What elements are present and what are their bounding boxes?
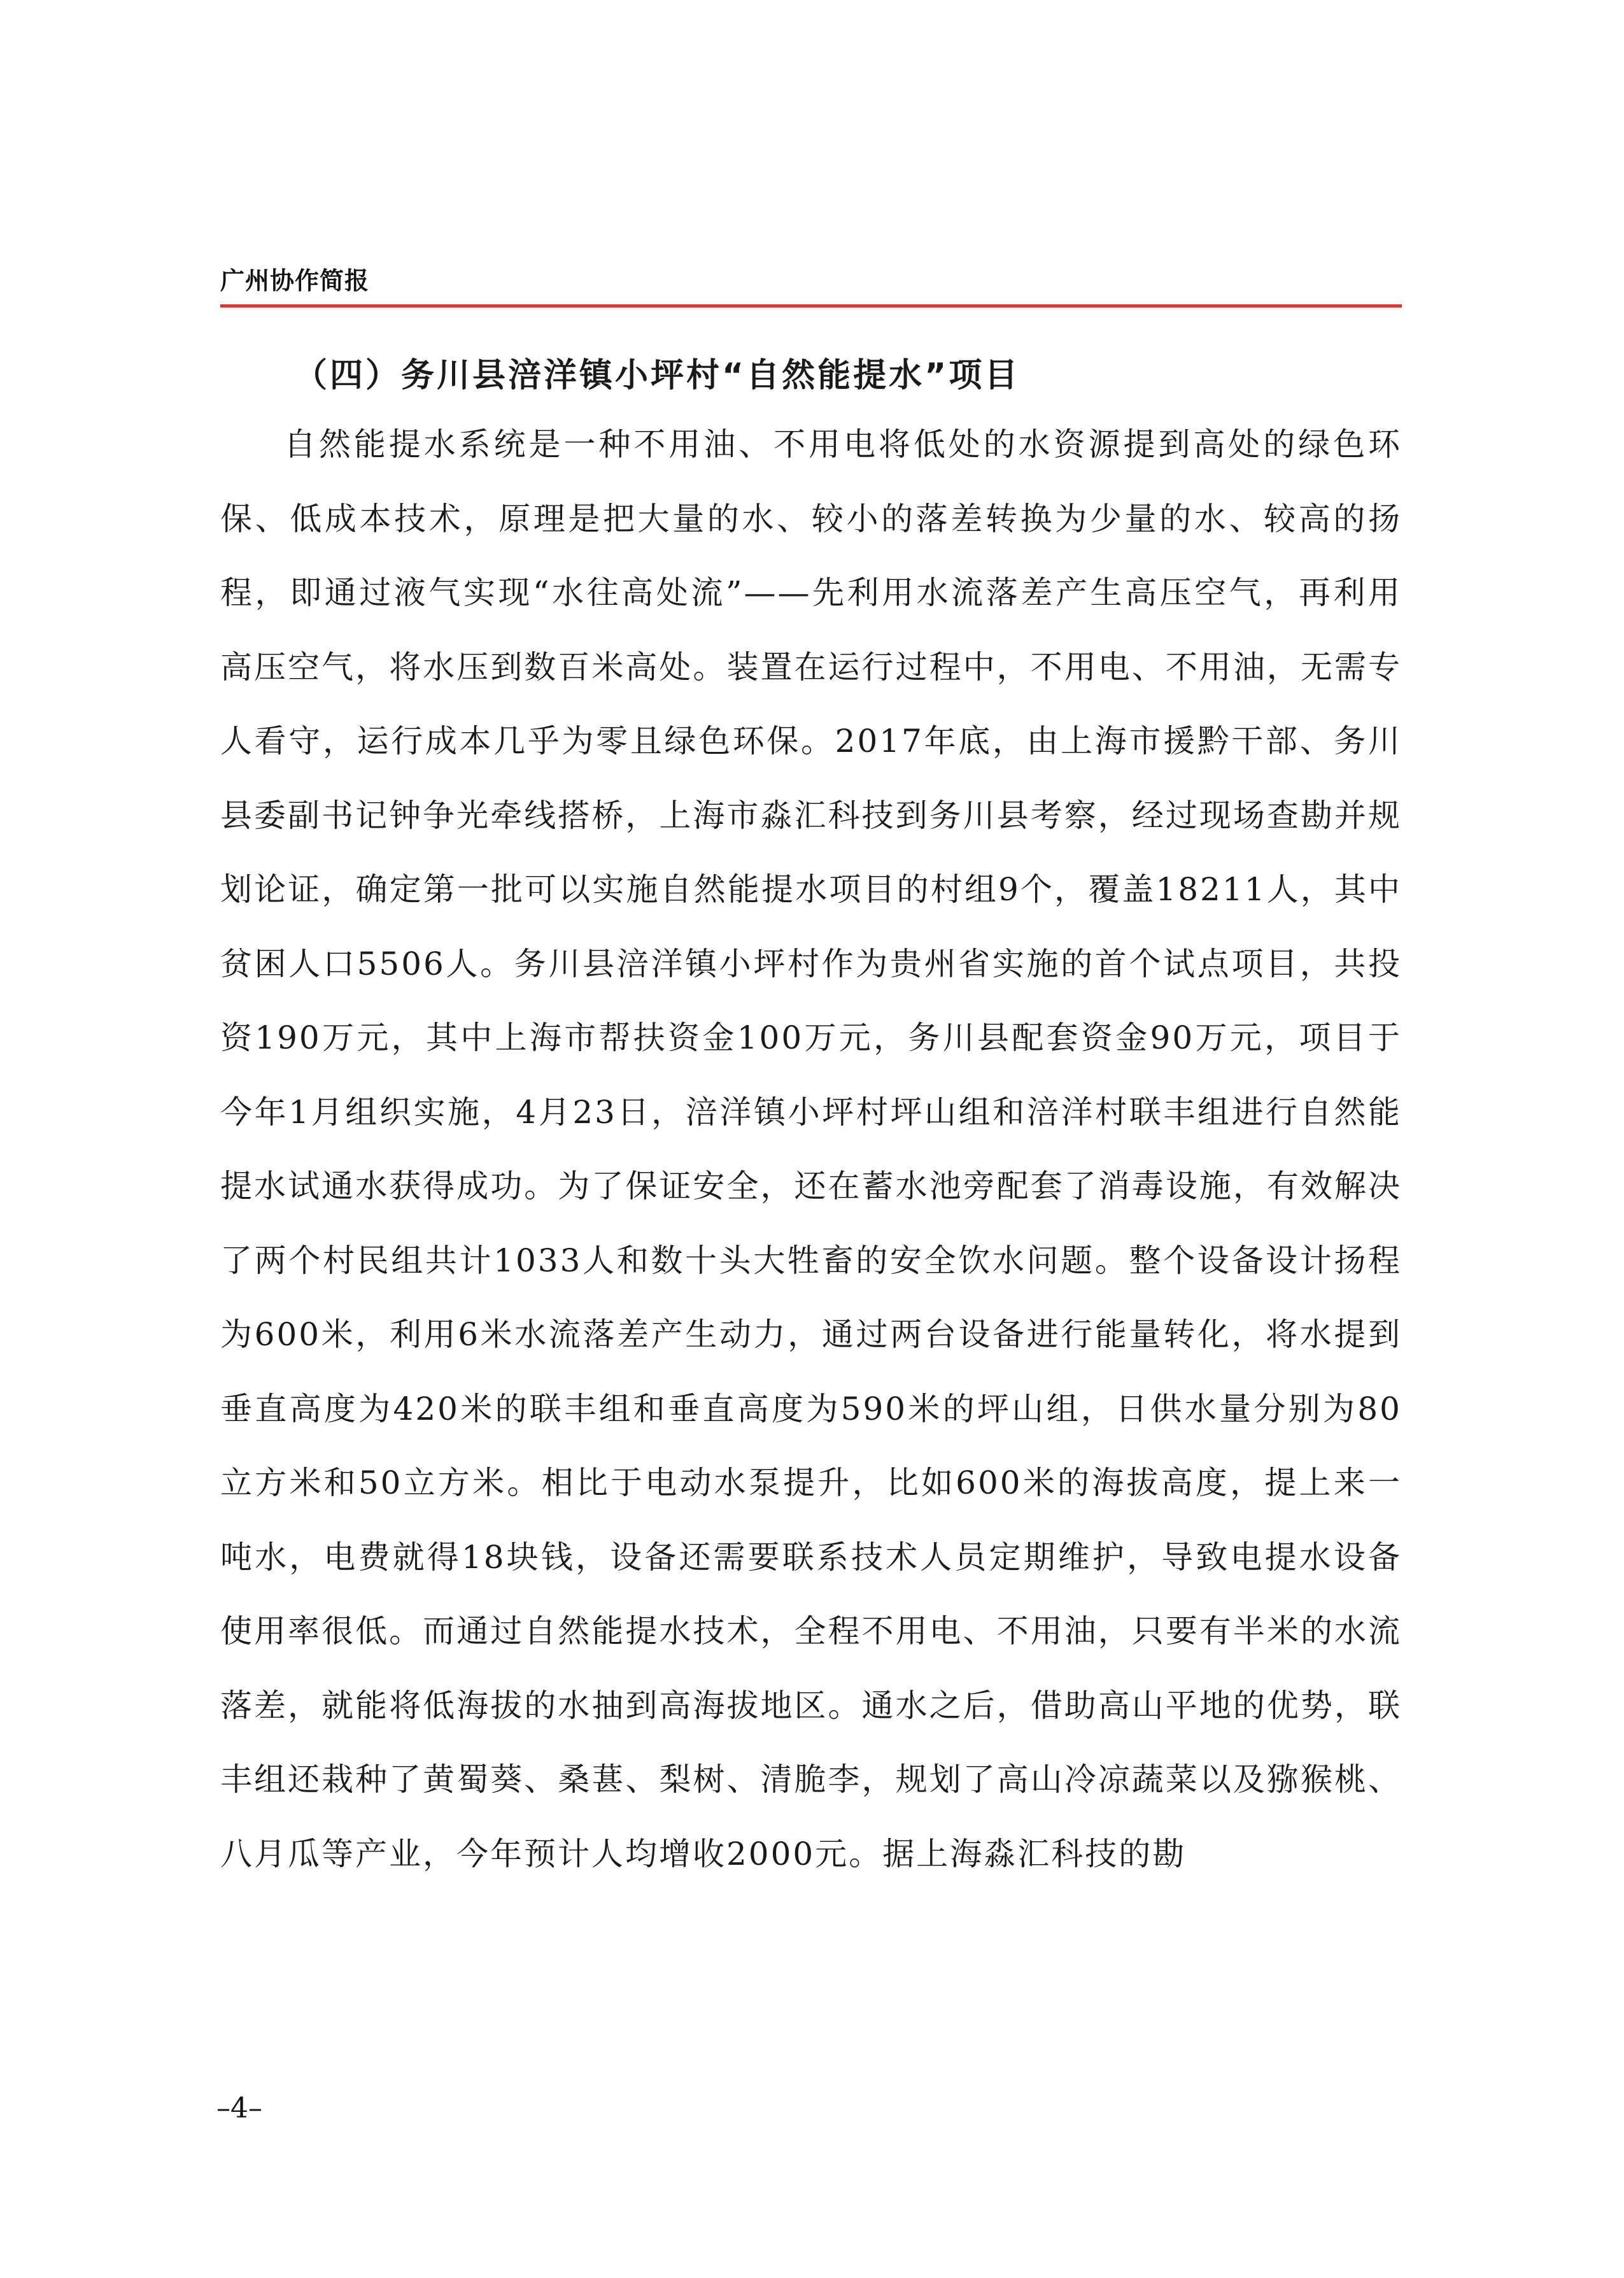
document-body xyxy=(220,344,1402,1891)
running-header-title: 广州协作简报 xyxy=(220,267,370,295)
body-paragraph: 自然能提水系统是一种不用油、不用电将低处的水资源提到高处的绿色环保、低成本技术，原理是把大量的水、较小的落差转换为少量的水、较高的扬程，即通过液气实现“水往高处流”——先利用水流落差产生高压空气，再利用高压空气，将水压到数百米高处。装置在运行过程中，不用电、不用油，无需专人看守，运行成本几乎为零且绿色环保。2017年底，由上海市援黔干部、务川县委副书记钟争光牵线搭桥，上海市淼汇科技到务川县考察，经过现场查勘并规划论证，确定第一批可以实施自然能提水项目的村组9个，覆盖18211人，其中贫困人口5506人。务川县涪洋镇小坪村作为贵州省实施的首个试点项目，共投资190万元，其中上海市帮扶资金100万元，务川县配套资金90万元，项目于今年1月组织实施，4月23日，涪洋镇小坪村坪山组和涪洋村联丰组进行自然能提水试通水获得成功。为了保证安全，还在蓄水池旁配套了消毒设施，有效解决了两个村民组共计1033人和数十头大牲畜的安全饮水问题。整个设备设计扬程为600米，利用6米水流落差产生动力，通过两台设备进行能量转化，将水提到垂直高度为420米的联丰组和垂直高度为590米的坪山组，日供水量分别为80立方米和50立方米。相比于电动水泵提升，比如600米的海拔高度，提上来一吨水，电费就得18块钱，设备还需要联系技术人员定期维护，导致电提水设备使用率很低。而通过自然能提水技术，全程不用电、不用油，只要有半米的水流落差，就能将低海拔的水抽到高海拔地区。通水之后，借助高山平地的优势，联丰组还栽种了黄蜀葵、桑葚、梨树、清脆李，规划了高山冷凉蔬菜以及猕猴桃、八月瓜等产业，今年预计人均增收2000元。据上海淼汇科技的勘 xyxy=(220,426,1402,1872)
header-divider xyxy=(220,304,1402,308)
section-heading: （四）务川县涪洋镇小坪村“自然能提水”项目 xyxy=(294,357,1020,395)
page-number: –4– xyxy=(216,2092,262,2125)
